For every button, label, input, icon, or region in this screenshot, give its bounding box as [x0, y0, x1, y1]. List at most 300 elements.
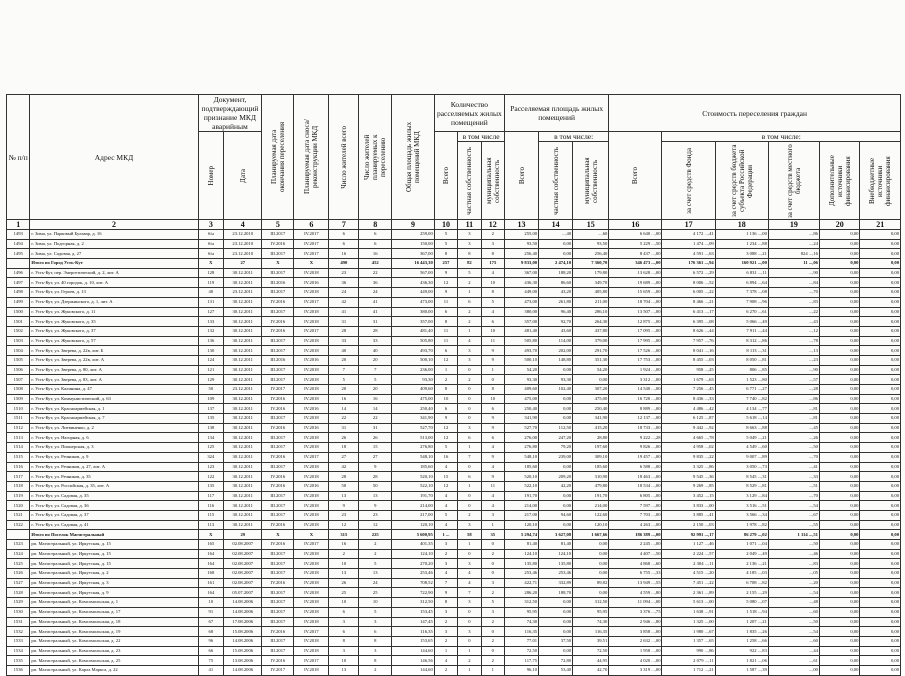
- table-cell: 6 805 ...,00: [609, 491, 662, 501]
- table-cell: 1 679 ...,63: [662, 375, 715, 385]
- table-cell: 02.08.2007: [224, 540, 262, 550]
- table-cell: 0,00: [860, 588, 901, 598]
- table-cell: III.2017: [262, 636, 294, 646]
- table-cell: 0,00: [860, 443, 901, 453]
- table-cell: 1: [458, 646, 481, 656]
- table-cell: 1534: [7, 646, 30, 656]
- table-cell: г. Усть-Кут, ул. Литвиненко, д. 2: [30, 423, 198, 433]
- table-cell: 81,40: [505, 540, 539, 550]
- table-cell: рп. Магистральный, ул. Комсомольская, д. 1: [30, 598, 198, 608]
- table-cell: 11: [434, 297, 457, 307]
- table-cell: 0,00: [539, 239, 573, 249]
- table-cell: 42,70: [573, 665, 609, 675]
- table-cell: 50: [359, 481, 392, 491]
- table-cell: 452: [359, 259, 392, 269]
- table-cell: г. Усть-Кут, ул. Зверева, д. 22в, лит. Б: [30, 346, 198, 356]
- table-cell: 35: [481, 530, 504, 540]
- header-area-total: Всего: [505, 132, 539, 220]
- table-cell: 30.12.2011: [224, 404, 262, 414]
- table-cell: 12: [329, 520, 359, 530]
- table-cell: 120,10: [573, 520, 609, 530]
- header-cost-additional: Дополнительные источники финансирования: [819, 142, 859, 220]
- table-cell: III.2017: [262, 588, 294, 598]
- table-cell: 124: [198, 355, 224, 365]
- table-cell: 14: [329, 404, 359, 414]
- table-cell: 4 185 ...,03: [715, 569, 768, 579]
- table-cell: 185,60: [505, 462, 539, 472]
- table-cell: 567,00: [392, 268, 435, 278]
- table-cell: 1495: [7, 249, 30, 259]
- table-cell: 0,00: [860, 394, 901, 404]
- table-cell: 25: [359, 588, 392, 598]
- table-cell: 72,50: [573, 646, 609, 656]
- table-cell: 11: [481, 481, 504, 491]
- table-cell: 7: [458, 588, 481, 598]
- table-cell: 527,70: [505, 423, 539, 433]
- table-cell: 191,70: [392, 491, 435, 501]
- table-cell: 4: [434, 569, 457, 579]
- table-cell: 31: [359, 423, 392, 433]
- table-cell: 0,00: [819, 239, 859, 249]
- table-cell: 30.12.2011: [224, 520, 262, 530]
- table-cell: г. Усть-Кут, ул. Калинина, д. 47: [30, 385, 198, 395]
- table-cell: 185,60: [573, 462, 609, 472]
- table-cell: г. Усть-Кут, ул. Зверева, д. 83, лит. А: [30, 375, 198, 385]
- header-area-municipal: муниципальная собственность: [573, 142, 609, 220]
- table-cell: 4 407 ...,50: [609, 549, 662, 559]
- table-row: [7, 578, 901, 588]
- table-cell: 2: [458, 278, 481, 288]
- table-cell: 7: [329, 365, 359, 375]
- table-cell: Х: [294, 259, 329, 269]
- table-cell: 81,40: [539, 540, 573, 550]
- table-cell: 93,30: [392, 375, 435, 385]
- table-cell: 0: [481, 559, 504, 569]
- table-cell: 7: [434, 578, 457, 588]
- table-cell: 4 958 ...,02: [662, 443, 715, 453]
- table-cell: 68: [198, 627, 224, 637]
- table-cell: 175: [481, 259, 504, 269]
- table-cell: 24: [329, 288, 359, 298]
- table-cell: 0,00: [860, 520, 901, 530]
- table-cell: IV.2018: [294, 472, 329, 482]
- table-cell: IV.2018: [294, 520, 329, 530]
- table-row: [7, 249, 901, 259]
- table-cell: 30.12.2011: [224, 452, 262, 462]
- table-row: [7, 569, 901, 579]
- table-cell: 39,51: [573, 636, 609, 646]
- table-cell: IV.2018: [294, 588, 329, 598]
- table-row: [7, 510, 901, 520]
- table-cell: ...,22: [768, 307, 819, 317]
- table-cell: 93,30: [505, 375, 539, 385]
- table-cell: 0,00: [539, 607, 573, 617]
- table-cell: 9 835 ...,22: [662, 452, 715, 462]
- table-cell: 3: [458, 346, 481, 356]
- table-cell: 1531: [7, 617, 30, 627]
- table-cell: 30.12.2011: [224, 336, 262, 346]
- table-cell: IV.2016: [262, 394, 294, 404]
- table-cell: 0,00: [819, 501, 859, 511]
- table-cell: 1 ...: [434, 530, 457, 540]
- table-cell: 96,40: [539, 307, 573, 317]
- table-cell: 16 443,30: [392, 259, 435, 269]
- table-cell: 10: [329, 598, 359, 608]
- table-cell: IV.2018: [294, 607, 329, 617]
- table-cell: г. Усть-Кут, ул. Речников, д. 35: [30, 472, 198, 482]
- table-cell: 2 136 ...,21: [715, 559, 768, 569]
- table-cell: 164: [198, 549, 224, 559]
- table-cell: 0,00: [860, 346, 901, 356]
- table-cell: 8: [434, 317, 457, 327]
- header-residents-total: Число жителей всего: [329, 95, 359, 220]
- table-cell: 153,45: [392, 607, 435, 617]
- table-cell: 30.12.2011: [224, 278, 262, 288]
- table-cell: 3: [458, 598, 481, 608]
- table-cell: IV.2016: [294, 423, 329, 433]
- table-cell: 14 540 ...,00: [609, 385, 662, 395]
- header-area-group: Расселяемая площадь жилых помещений: [505, 95, 609, 132]
- table-cell: ...,61: [768, 656, 819, 666]
- column-number: 12: [481, 220, 504, 230]
- table-cell: 4: [434, 656, 457, 666]
- table-cell: 50: [198, 385, 224, 395]
- table-cell: 1 258 ...,66: [715, 636, 768, 646]
- table-cell: 0,00: [539, 501, 573, 511]
- table-cell: 3 885 ...,41: [662, 510, 715, 520]
- table-cell: 19 689 ...,00: [609, 278, 662, 288]
- table-cell: 72,50: [505, 646, 539, 656]
- table-cell: ...,81: [768, 404, 819, 414]
- table-cell: 548,10: [392, 452, 435, 462]
- table-cell: 9: [481, 472, 504, 482]
- table-cell: г. Усть-Кут, ул. Красноармейская, д. 1: [30, 404, 198, 414]
- table-cell: 12 875 ...,00: [609, 317, 662, 327]
- table-cell: 188,20: [539, 268, 573, 278]
- table-cell: 0,00: [860, 646, 901, 656]
- table-cell: 93,50: [505, 239, 539, 249]
- table-cell: 473,00: [505, 297, 539, 307]
- table-cell: IV.2018: [294, 462, 329, 472]
- header-num: № п/п: [7, 95, 30, 220]
- table-cell: 54,20: [573, 365, 609, 375]
- table-row: [7, 501, 901, 511]
- table-cell: III.2017: [262, 617, 294, 627]
- table-cell: 4 486 ...,42: [662, 404, 715, 414]
- table-cell: IV.2018: [294, 394, 329, 404]
- table-cell: III.2017: [262, 501, 294, 511]
- table-cell: ...,84: [768, 278, 819, 288]
- table-cell: 2: [481, 656, 504, 666]
- table-cell: 16: [329, 540, 359, 550]
- table-cell: IV.2018: [294, 346, 329, 356]
- table-cell: рп. Магистральный, ул. Иркутская, д. 15: [30, 540, 198, 550]
- table-cell: 0,00: [860, 481, 901, 491]
- table-cell: 144,60: [392, 646, 435, 656]
- table-cell: 3: [359, 617, 392, 627]
- table-cell: 0,00: [819, 336, 859, 346]
- table-cell: IV.2016: [262, 326, 294, 336]
- table-cell: 4 263 ...,00: [609, 520, 662, 530]
- table-cell: 436,30: [392, 278, 435, 288]
- table-cell: 3: [434, 540, 457, 550]
- table-cell: 15: [359, 443, 392, 453]
- table-cell: 0,00: [860, 462, 901, 472]
- table-cell: 17 995 ...,00: [609, 336, 662, 346]
- table-cell: 341,90: [392, 414, 435, 424]
- table-cell: ...,70: [768, 288, 819, 298]
- table-cell: 116,35: [392, 627, 435, 637]
- table-cell: 95,95: [573, 607, 609, 617]
- table-cell: 5 618 ...,14: [715, 414, 768, 424]
- table-cell: 8: [359, 636, 392, 646]
- table-cell: 13: [359, 491, 392, 501]
- table-cell: рп. Магистральный, ул. Комсомольская, д. 19: [30, 627, 198, 637]
- table-cell: 43,20: [539, 288, 573, 298]
- table-row: [7, 636, 901, 646]
- table-cell: IV.2018: [294, 336, 329, 346]
- table-cell: 14: [359, 404, 392, 414]
- table-cell: 0,00: [819, 443, 859, 453]
- table-cell: 256,40: [573, 249, 609, 259]
- table-cell: IV.2016: [294, 355, 329, 365]
- table-cell: IV.2018: [294, 268, 329, 278]
- table-cell: г. Усть-Кут, ул. Жуковского, д. 57: [30, 336, 198, 346]
- table-cell: 3: [359, 646, 392, 656]
- table-cell: 8 050 ...,81: [715, 355, 768, 365]
- table-cell: 2: [329, 549, 359, 559]
- table-cell: 1 667,66: [573, 530, 609, 540]
- table-cell: III.2017: [262, 346, 294, 356]
- table-cell: 1507: [7, 375, 30, 385]
- table-cell: 0,00: [819, 665, 859, 675]
- table-cell: 6: [434, 307, 457, 317]
- table-cell: 8 545 ...,31: [715, 472, 768, 482]
- table-row: [7, 239, 901, 249]
- table-cell: 8 626 ...,44: [662, 326, 715, 336]
- table-cell: 53,40: [539, 665, 573, 675]
- table-cell: 0: [458, 404, 481, 414]
- table-cell: 0,00: [539, 414, 573, 424]
- table-cell: IV.2016: [262, 656, 294, 666]
- table-cell: 0,00: [573, 549, 609, 559]
- header-cost-incl: в том числе:: [662, 132, 901, 142]
- table-cell: 1512: [7, 423, 30, 433]
- table-cell: 9 269 ...,85: [662, 481, 715, 491]
- table-cell: 1: [458, 481, 481, 491]
- table-cell: 30.12.2011: [224, 297, 262, 307]
- table-cell: 276,80: [392, 443, 435, 453]
- table-cell: 548,10: [505, 452, 539, 462]
- table-cell: 0: [458, 549, 481, 559]
- table-cell: 1 127 ...,46: [662, 540, 715, 550]
- table-cell: 255,00: [505, 230, 539, 240]
- table-cell: 1 136 ...,00: [715, 230, 768, 240]
- table-cell: 8 455 ...,03: [662, 355, 715, 365]
- table-cell: г. Усть-Кут, ул. Красноармейская, д. 7: [30, 414, 198, 424]
- table-cell: 0,00: [539, 404, 573, 414]
- table-cell: 8 466 ...,21: [662, 297, 715, 307]
- table-cell: 121: [198, 365, 224, 375]
- table-cell: 12: [434, 278, 457, 288]
- table-cell: 5 049 ...,21: [715, 433, 768, 443]
- table-cell: рп. Магистральный, ул. Иркутская, д. 15: [30, 549, 198, 559]
- table-cell: 1 587 ...,39: [715, 665, 768, 675]
- column-number: 19: [768, 220, 819, 230]
- column-number: 10: [434, 220, 457, 230]
- table-cell: 3 319 ...,00: [609, 665, 662, 675]
- table-cell: 286,10: [573, 307, 609, 317]
- table-cell: ...,23: [768, 355, 819, 365]
- table-cell: 134: [198, 433, 224, 443]
- table-cell: 3 452 ...,15: [662, 491, 715, 501]
- table-row: [7, 394, 901, 404]
- table-cell: 312,50: [392, 598, 435, 608]
- table-cell: Х: [262, 530, 294, 540]
- table-cell: III.2017: [262, 559, 294, 569]
- table-cell: 401,35: [392, 540, 435, 550]
- table-cell: III.2017: [262, 307, 294, 317]
- table-cell: 0,00: [819, 481, 859, 491]
- table-cell: IV.2016: [262, 297, 294, 307]
- table-cell: 116,35: [573, 627, 609, 637]
- table-cell: 520,10: [392, 472, 435, 482]
- table-cell: 02.08.2007: [224, 569, 262, 579]
- table-row: [7, 268, 901, 278]
- table-cell: ...,00: [768, 665, 819, 675]
- table-cell: 6: [359, 239, 392, 249]
- table-cell: 1499: [7, 297, 30, 307]
- table-cell: 27: [224, 259, 262, 269]
- table-cell: 5: [481, 297, 504, 307]
- column-number: 9: [392, 220, 435, 230]
- table-cell: IV.2016: [262, 472, 294, 482]
- table-cell: 20: [329, 355, 359, 365]
- table-cell: 405,80: [573, 288, 609, 298]
- table-cell: 18: [329, 443, 359, 453]
- column-number: 14: [539, 220, 573, 230]
- table-cell: 5: [481, 598, 504, 608]
- table-cell: 1525: [7, 559, 30, 569]
- table-cell: ...,78: [768, 336, 819, 346]
- table-row: [7, 336, 901, 346]
- table-cell: г. Усть-Кут, ул. Дзержинского, д. 1, лит. А: [30, 297, 198, 307]
- table-cell: 0,00: [819, 636, 859, 646]
- table-cell: IV.2016: [294, 404, 329, 414]
- table-cell: 0,00: [819, 433, 859, 443]
- table-cell: III.2017: [262, 375, 294, 385]
- table-cell: г. Усть-Кут, ул. Садовая, д. 37: [30, 510, 198, 520]
- table-cell: 93,30: [539, 375, 573, 385]
- table-cell: г. Зима, ул. Садовая, д. 27: [30, 249, 198, 259]
- table-cell: 1521: [7, 510, 30, 520]
- table-cell: 1 821 ...,06: [715, 656, 768, 666]
- table-cell: 3 566 ...,34: [715, 510, 768, 520]
- table-cell: IV.2016: [262, 627, 294, 637]
- table-cell: 4: [434, 491, 457, 501]
- table-cell: 20: [359, 385, 392, 395]
- table-cell: ...,70: [768, 452, 819, 462]
- table-cell: 505,80: [392, 336, 435, 346]
- table-cell: 161: [198, 578, 224, 588]
- table-cell: 0,00: [819, 414, 859, 424]
- table-cell: 3 833 ...,00: [662, 501, 715, 511]
- table-cell: 115: [198, 510, 224, 520]
- header-cost-subject: за счет средств бюджета субъекта Российской Федерации: [715, 142, 768, 220]
- table-cell: 341,90: [573, 414, 609, 424]
- table-cell: 0,00: [819, 317, 859, 327]
- column-number: 2: [30, 220, 198, 230]
- table-cell: 0,00: [819, 249, 859, 259]
- table-cell: 16: [329, 394, 359, 404]
- table-cell: 7 703 ...,00: [609, 510, 662, 520]
- table-cell: IV.2016: [294, 481, 329, 491]
- table-cell: 4: [481, 491, 504, 501]
- table-cell: 259,00: [392, 230, 435, 240]
- table-cell: ...,41: [768, 462, 819, 472]
- table-cell: 250,40: [505, 404, 539, 414]
- table-cell: 66: [198, 646, 224, 656]
- table-cell: 2: [458, 317, 481, 327]
- table-cell: 3 325 ...,86: [662, 462, 715, 472]
- table-cell: 2: [359, 665, 392, 675]
- table-cell: 23.12.2010: [224, 230, 262, 240]
- table-cell: IV.2017: [294, 326, 329, 336]
- table-cell: 8: [434, 249, 457, 259]
- table-row: [7, 423, 901, 433]
- table-cell: 2: [434, 375, 457, 385]
- table-cell: г. Усть-Кут, ул. Садовая, д. 35: [30, 491, 198, 501]
- table-cell: 475,00: [392, 394, 435, 404]
- table-cell: 116: [198, 501, 224, 511]
- table-cell: 253,46: [539, 569, 573, 579]
- table-cell: 4: [481, 268, 504, 278]
- table-cell: 214,00: [505, 501, 539, 511]
- table-cell: 10: [198, 598, 224, 608]
- table-cell: 2: [481, 549, 504, 559]
- table-cell: 185,60: [392, 462, 435, 472]
- table-cell: IV.2016: [262, 540, 294, 550]
- table-cell: 1 924 ...,00: [609, 365, 662, 375]
- table-cell: 13: [359, 569, 392, 579]
- table-cell: 0,00: [819, 472, 859, 482]
- table-cell: 96: [198, 636, 224, 646]
- table-cell: 113: [198, 520, 224, 530]
- table-row: [7, 559, 901, 569]
- table-cell: г. Усть-Кут, ул. Российская, д. 35, лит. А: [30, 481, 198, 491]
- table-cell: г. Усть-Кут, ул. Зверева, д. 80, лит. А: [30, 365, 198, 375]
- table-cell: 0,00: [819, 627, 859, 637]
- table-cell: 22: [329, 414, 359, 424]
- table-cell: ...,54: [768, 501, 819, 511]
- table-cell: 23: [359, 510, 392, 520]
- table-cell: 9 007 ...,89: [715, 452, 768, 462]
- table-cell: 0: [458, 385, 481, 395]
- table-cell: 9: [481, 423, 504, 433]
- table-cell: 0: [458, 501, 481, 511]
- table-cell: 2 245 ...,00: [609, 540, 662, 550]
- table-cell: 30.12.2011: [224, 423, 262, 433]
- table-cell: 12: [359, 520, 392, 530]
- table-cell: 17 095 ...,00: [609, 326, 662, 336]
- table-cell: 18 534 ...,00: [609, 481, 662, 491]
- table-cell: 0,00: [860, 326, 901, 336]
- table-cell: 922 ...,83: [715, 646, 768, 656]
- table-cell: 3: [458, 559, 481, 569]
- table-row: [7, 481, 901, 491]
- table-cell: III.2017: [262, 569, 294, 579]
- table-cell: 1536: [7, 665, 30, 675]
